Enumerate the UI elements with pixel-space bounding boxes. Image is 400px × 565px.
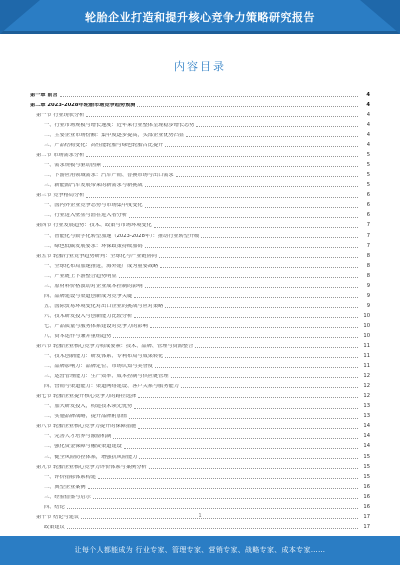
toc-entry-text: 二、绿色低碳发展要求：环保政策持续加码 bbox=[44, 243, 143, 249]
footer-slogan: 让每个人都能成为 行业专家、管理专家、营销专家、战略专家、成本专家…… bbox=[74, 546, 326, 554]
toc-leader-dots bbox=[86, 197, 358, 198]
toc-entry-page: 11 bbox=[363, 343, 370, 350]
toc-entry-text: 三、运营管理能力：生产效率、成本控制与供应链管理 bbox=[44, 374, 169, 380]
toc-entry[interactable] bbox=[30, 430, 370, 440]
toc-entry-text: 第五节 轮胎行业竞争趋势研判：全球化与产业链协同 bbox=[36, 253, 157, 259]
toc-entry-page: 4 bbox=[366, 111, 370, 118]
toc-entry-page: 7 bbox=[366, 232, 370, 239]
footer-band bbox=[0, 536, 400, 565]
toc-entry-text: 四、营销与渠道能力：渠道网络建设、客户关系与服务能力 bbox=[44, 384, 179, 390]
toc-entry-text: 一、评价指标体系构建 bbox=[44, 474, 96, 480]
toc-entry[interactable] bbox=[30, 399, 370, 409]
toc-entry-text: 一、智能化与数字化转型加速（2023-2028年）：推动行业转型升级 bbox=[44, 233, 200, 239]
toc-leader-dots bbox=[139, 458, 358, 459]
toc-entry-page: 4 bbox=[366, 142, 370, 149]
toc-entry[interactable] bbox=[30, 158, 370, 168]
toc-entry[interactable] bbox=[30, 279, 370, 289]
toc-leader-dots bbox=[186, 136, 358, 137]
toc-entry[interactable] bbox=[30, 209, 370, 219]
toc-entry[interactable] bbox=[30, 259, 370, 269]
toc-entry-page: 6 bbox=[366, 202, 370, 209]
toc-entry[interactable] bbox=[30, 339, 370, 349]
toc-entry-page: 14 bbox=[363, 443, 370, 450]
toc-entry-text: 一、技术创新能力：研发体系、专利布局与成果转化 bbox=[44, 354, 164, 360]
toc-entry[interactable] bbox=[30, 98, 370, 108]
toc-entry[interactable] bbox=[30, 450, 370, 460]
toc-entry-text: 二、下游应用领域需求：汽车产销、替换市场与出口需求 bbox=[44, 173, 174, 179]
toc-leader-dots bbox=[93, 498, 358, 499]
toc-entry-page: 14 bbox=[363, 433, 370, 440]
toc-entry[interactable] bbox=[30, 249, 370, 259]
toc-entry-text: 一、国内外企业竞争态势与市场集中度变化 bbox=[44, 203, 143, 209]
toc-leader-dots bbox=[154, 227, 358, 228]
toc-entry-text: 第十节 结论与建议 bbox=[36, 514, 80, 520]
toc-leader-dots bbox=[113, 438, 358, 439]
toc-entry[interactable] bbox=[30, 480, 370, 490]
toc-entry-page: 16 bbox=[363, 503, 370, 510]
toc-leader-dots bbox=[165, 307, 358, 308]
toc-leader-dots bbox=[176, 176, 358, 177]
toc-entry[interactable] bbox=[30, 460, 370, 470]
toc-entry[interactable] bbox=[30, 490, 370, 500]
toc-entry-text: 第九节 轮胎企业核心竞争力评价体系与案例分析 bbox=[36, 464, 147, 470]
toc-entry[interactable] bbox=[30, 389, 370, 399]
toc-entry-page: 7 bbox=[366, 222, 370, 229]
toc-entry-page: 8 bbox=[366, 262, 370, 269]
toc-entry[interactable] bbox=[30, 108, 370, 118]
toc-entry-page: 9 bbox=[366, 282, 370, 289]
toc-entry[interactable] bbox=[30, 168, 370, 178]
toc-entry[interactable] bbox=[30, 88, 370, 98]
toc-entry-page: 4 bbox=[366, 132, 370, 139]
toc-leader-dots bbox=[119, 277, 358, 278]
toc-entry-text: 三、新能源汽车发展带来的新需求与新挑战 bbox=[44, 183, 143, 189]
toc-leader-dots bbox=[88, 488, 358, 489]
toc-entry[interactable] bbox=[30, 128, 370, 138]
toc-heading: 内容目录 bbox=[174, 60, 226, 73]
toc-entry-page: 5 bbox=[366, 152, 370, 159]
toc-entry-text: 六、技术研发投入与创新能力比较分析 bbox=[44, 313, 133, 319]
report-title: 轮胎企业打造和提升核心竞争力策略研究报告 bbox=[85, 11, 315, 24]
toc-leader-dots bbox=[134, 408, 358, 409]
toc-entry-text: 第六节 轮胎企业核心竞争力构成要素：技术、品牌、管理与资源整合 bbox=[36, 344, 194, 350]
toc-leader-dots bbox=[86, 156, 358, 157]
toc-entry[interactable] bbox=[30, 349, 370, 359]
toc-leader-dots bbox=[150, 327, 358, 328]
toc-entry[interactable] bbox=[30, 289, 370, 299]
toc-entry-text: 二、强化资金保障与融资渠道建设 bbox=[44, 444, 122, 450]
toc-entry-page: 15 bbox=[363, 463, 370, 470]
toc-entry[interactable] bbox=[30, 239, 370, 249]
header-band bbox=[0, 0, 400, 34]
toc-entry-text: 四、品牌建设与渠道创新成为竞争关键 bbox=[44, 293, 133, 299]
toc-entry-page: 10 bbox=[363, 332, 370, 339]
toc-entry-text: 一、全球化布局加速推进，海外建厂成为重要战略 bbox=[44, 263, 159, 269]
toc-entry-page: 11 bbox=[363, 353, 370, 360]
toc-entry-page: 8 bbox=[366, 252, 370, 259]
toc-entry-text: 三、健全风险防控体系，增强抗风险能力 bbox=[44, 454, 138, 460]
document-page bbox=[30, 48, 370, 528]
toc-entry[interactable] bbox=[30, 309, 370, 319]
toc-leader-dots bbox=[103, 166, 358, 167]
toc-entry-page: 9 bbox=[366, 302, 370, 309]
toc-entry-text: 一、加大研发投入，构建技术领先优势 bbox=[44, 404, 133, 410]
toc-leader-dots bbox=[113, 337, 358, 338]
toc-entry-text: 第一节 行业现状分析 bbox=[36, 112, 85, 118]
toc-entry-page: 5 bbox=[366, 182, 370, 189]
toc-entry-text: 七、产品质量与服务体系建设对竞争力的影响 bbox=[44, 323, 148, 329]
toc-leader-dots bbox=[67, 508, 358, 509]
toc-leader-dots bbox=[165, 357, 358, 358]
toc-leader-dots bbox=[196, 126, 358, 127]
toc-entry-text: 一、完善人才培养与激励机制 bbox=[44, 434, 112, 440]
toc-entry[interactable] bbox=[30, 500, 370, 510]
toc-entry-page: 4 bbox=[366, 101, 370, 108]
toc-leader-dots bbox=[195, 347, 358, 348]
toc-entry[interactable] bbox=[30, 329, 370, 339]
toc-entry-text: 第二节 市场需求分析 bbox=[36, 153, 85, 159]
toc-entry-text: 三、原材料价格波动对企业成本控制的影响 bbox=[44, 283, 143, 289]
toc-entry-text: 第二章 2023-2028年轮胎市场竞争趋势预测 bbox=[30, 102, 136, 108]
toc-entry-page: 12 bbox=[363, 373, 370, 380]
toc-entry[interactable] bbox=[30, 420, 370, 430]
toc-leader-dots bbox=[129, 217, 358, 218]
toc-entry-text: 一、行业市场规模与增长速度：近年来行业整体呈现稳步增长态势 bbox=[44, 122, 195, 128]
toc-entry[interactable] bbox=[30, 440, 370, 450]
toc-entry-page: 5 bbox=[366, 172, 370, 179]
toc-leader-dots bbox=[138, 428, 358, 429]
toc-leader-dots bbox=[145, 287, 358, 288]
toc-entry-page: 17 bbox=[363, 523, 370, 530]
toc-leader-dots bbox=[149, 468, 358, 469]
toc-entry-page: 5 bbox=[366, 162, 370, 169]
toc-entry-page: 4 bbox=[366, 91, 370, 98]
toc-entry-text: 第四节 行业发展趋势：技术、政策与市场环境变化 bbox=[36, 223, 152, 229]
toc-entry-text: 第一章 前言 bbox=[30, 92, 58, 98]
toc-leader-dots bbox=[67, 528, 358, 529]
toc-entry[interactable] bbox=[30, 118, 370, 128]
toc-entry-page: 7 bbox=[366, 242, 370, 249]
toc-leader-dots bbox=[201, 237, 358, 238]
toc-entry[interactable] bbox=[30, 379, 370, 389]
toc-entry-page: 13 bbox=[363, 403, 370, 410]
toc-leader-dots bbox=[60, 96, 358, 97]
toc-leader-dots bbox=[134, 317, 358, 318]
toc-leader-dots bbox=[137, 106, 358, 107]
toc-entry-page: 10 bbox=[363, 322, 370, 329]
toc-entry-text: 第七节 轮胎企业提升核心竞争力的路径选择 bbox=[36, 394, 137, 400]
toc-entry-page: 8 bbox=[366, 272, 370, 279]
toc-entry-page: 11 bbox=[363, 363, 370, 370]
toc-entry-page: 16 bbox=[363, 493, 370, 500]
toc-entry-text: 四、结论 bbox=[44, 504, 65, 510]
toc-entry-text: 第八节 轮胎企业核心竞争力提升的保障措施 bbox=[36, 424, 137, 430]
toc-entry-page: 13 bbox=[363, 413, 370, 420]
toc-entry[interactable] bbox=[30, 470, 370, 480]
toc-entry-page: 16 bbox=[363, 483, 370, 490]
toc-entry[interactable] bbox=[30, 188, 370, 198]
toc-leader-dots bbox=[159, 257, 358, 258]
toc-leader-dots bbox=[145, 186, 358, 187]
toc-entry[interactable] bbox=[30, 199, 370, 209]
toc-entry-page: 12 bbox=[363, 383, 370, 390]
toc-entry[interactable] bbox=[30, 219, 370, 229]
toc-entry[interactable] bbox=[30, 299, 370, 309]
toc-entry[interactable] bbox=[30, 359, 370, 369]
toc-leader-dots bbox=[145, 207, 358, 208]
toc-leader-dots bbox=[181, 387, 358, 388]
toc-entry-text: 二、典型企业案例 bbox=[44, 484, 86, 490]
toc-leader-dots bbox=[124, 448, 358, 449]
toc-leader-dots bbox=[134, 297, 358, 298]
page-number: 1 bbox=[198, 513, 202, 519]
toc-leader-dots bbox=[86, 116, 358, 117]
toc-entry-page: 6 bbox=[366, 212, 370, 219]
toc-entry-page: 4 bbox=[366, 121, 370, 128]
toc-entry-text: 五、国际贸易环境变化对出口企业的挑战与应对策略 bbox=[44, 303, 164, 309]
toc-leader-dots bbox=[160, 267, 358, 268]
toc-leader-dots bbox=[165, 146, 358, 147]
toc-entry-page: 10 bbox=[363, 312, 370, 319]
toc-entry-text: 一、需求规模与驱动因素 bbox=[44, 163, 102, 169]
toc-entry[interactable] bbox=[30, 410, 370, 420]
toc-entry-text: 二、品牌影响力：品牌定位、市场认知与美誉度 bbox=[44, 364, 153, 370]
toc-entry[interactable] bbox=[30, 369, 370, 379]
toc-entry[interactable] bbox=[30, 138, 370, 148]
toc-entry-text: 二、主要企业市场份额：集中度逐步提高，头部企业优势凸显 bbox=[44, 133, 185, 139]
toc-entry-page: 12 bbox=[363, 393, 370, 400]
toc-entry[interactable] bbox=[30, 269, 370, 279]
toc-leader-dots bbox=[98, 478, 358, 479]
toc-entry[interactable] bbox=[30, 148, 370, 158]
toc-leader-dots bbox=[155, 367, 358, 368]
toc-entry-text: 三、产品结构变化：高性能轮胎与绿色轮胎占比提升 bbox=[44, 143, 164, 149]
toc-leader-dots bbox=[129, 418, 358, 419]
toc-entry[interactable] bbox=[30, 520, 370, 530]
toc-entry[interactable] bbox=[30, 229, 370, 239]
toc-entry-text: 二、行业进入壁垒与潜在进入者分析 bbox=[44, 213, 128, 219]
toc-entry-text: 八、资本运作与兼并重组趋势 bbox=[44, 333, 112, 339]
toc-entry-page: 14 bbox=[363, 423, 370, 430]
toc-leader-dots bbox=[145, 247, 358, 248]
toc-entry-page: 17 bbox=[363, 513, 370, 520]
toc-entry[interactable] bbox=[30, 178, 370, 188]
toc-leader-dots bbox=[171, 377, 358, 378]
toc-entry-text: 二、产业链上下游整合趋势明显 bbox=[44, 273, 117, 279]
toc-entry-text: 第三节 竞争格局分析 bbox=[36, 193, 85, 199]
toc-entry-page: 15 bbox=[363, 453, 370, 460]
table-of-contents bbox=[30, 88, 370, 530]
toc-entry-text: 二、实施品牌战略，提升品牌附加值 bbox=[44, 414, 128, 420]
toc-entry-text: 三、经验借鉴与启示 bbox=[44, 494, 91, 500]
toc-entry-page: 6 bbox=[366, 192, 370, 199]
toc-entry-page: 15 bbox=[363, 473, 370, 480]
toc-entry-page: 9 bbox=[366, 292, 370, 299]
toc-leader-dots bbox=[138, 397, 358, 398]
toc-entry-text: 政策建议 bbox=[44, 524, 65, 530]
toc-entry[interactable] bbox=[30, 319, 370, 329]
